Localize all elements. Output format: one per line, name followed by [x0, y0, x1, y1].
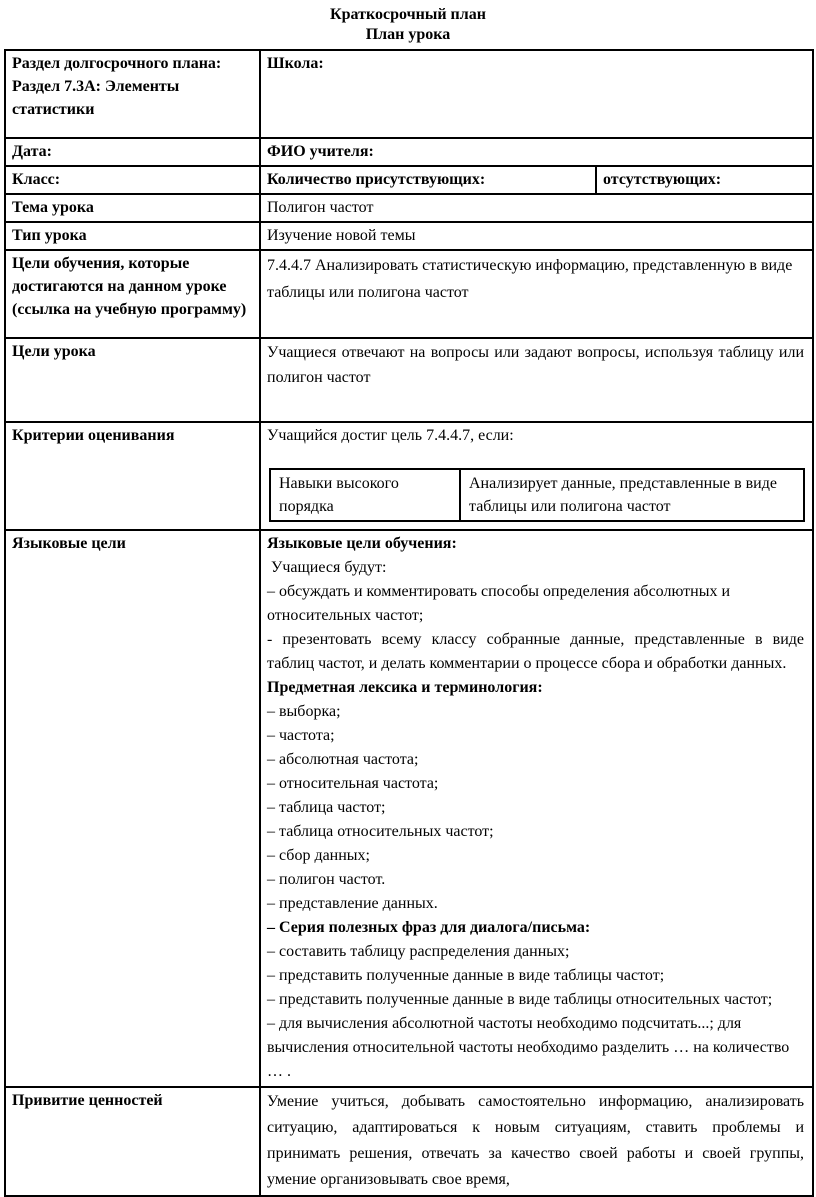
date-label-cell [5, 138, 260, 166]
language-line: – составить таблицу распределения данных; [267, 943, 570, 960]
absent-label: отсутствующих: [603, 171, 722, 188]
school-cell [260, 50, 813, 138]
row-assessment-criteria [5, 422, 813, 530]
goals-value-cell [260, 338, 813, 422]
objectives-value-cell [260, 250, 813, 338]
goals-label: Цели урока [12, 343, 96, 360]
section-plan-label: Раздел долгосрочного плана: [12, 55, 222, 72]
language-line: – обсуждать и комментировать способы определения абсолютных и относительных частот; [267, 583, 731, 624]
language-line: – представить полученные данные в виде таблицы частот; [267, 967, 665, 984]
language-label: Языковые цели [12, 535, 126, 552]
row-language-goals [5, 530, 813, 1087]
row-date [5, 138, 813, 166]
language-line: – таблица частот; [267, 799, 386, 816]
language-label-cell [5, 530, 260, 1087]
criteria-inner-table [269, 468, 805, 522]
values-label-cell [5, 1087, 260, 1196]
language-line: – представить полученные данные в виде таблицы относительных частот; [267, 991, 773, 1008]
values-value-cell [260, 1087, 813, 1196]
doc-title: Краткосрочный план [330, 6, 486, 23]
row-topic [5, 194, 813, 222]
language-value-cell [260, 530, 813, 1087]
criteria-skill-cell [270, 469, 460, 521]
language-line: – представление данных. [267, 895, 438, 912]
objectives-label-cell [5, 250, 260, 338]
school-label: Школа: [267, 55, 324, 72]
criteria-descriptor: Анализирует данные, представленные в виде таблицы или полигона частот [469, 475, 777, 515]
present-cell [260, 166, 596, 194]
lesson-plan-table [4, 49, 814, 1197]
objectives-label: Цели обучения, которые достигаются на данном уроке (ссылка на учебную программу) [12, 255, 247, 318]
row-lesson-type [5, 222, 813, 250]
document-header [0, 0, 816, 45]
language-line: Языковые цели обучения: [267, 535, 457, 552]
row-values [5, 1087, 813, 1196]
goals-label-cell [5, 338, 260, 422]
language-line: – частота; [267, 727, 335, 744]
class-label-cell [5, 166, 260, 194]
absent-cell [596, 166, 813, 194]
criteria-intro: Учащийся достиг цель 7.4.4.7, если: [267, 427, 514, 444]
lesson-type-label: Тип урока [12, 227, 87, 244]
values-value: Умение учиться, добывать самостоятельно информацию, анализировать ситуацию, адаптироваться к новым ситуациям, ставить проблемы и принимать решения, отвечать за качество своей работы и своей группы, умение организовывать свое время, [267, 1093, 805, 1188]
criteria-descriptor-cell [460, 469, 804, 521]
topic-label-cell [5, 194, 260, 222]
section-plan-value: Раздел 7.3А: Элементы статистики [12, 78, 180, 118]
language-line: – выборка; [267, 703, 341, 720]
language-line: – таблица относительных частот; [267, 823, 494, 840]
goals-value: Учащиеся отвечают на вопросы или задают вопросы, используя таблицу или полигон частот [267, 344, 805, 386]
objectives-value: 7.4.4.7 Анализировать статистическую информацию, представленную в виде таблицы или полигона частот [267, 257, 793, 301]
language-line: – абсолютная частота; [267, 751, 419, 768]
criteria-label: Критерии оценивания [12, 427, 175, 444]
language-line: Учащиеся будут: [271, 559, 387, 576]
language-line: – сбор данных; [267, 847, 370, 864]
present-label: Количество присутствующих: [267, 171, 486, 188]
lesson-type-label-cell [5, 222, 260, 250]
topic-value-cell [260, 194, 813, 222]
row-learning-objectives [5, 250, 813, 338]
language-line: – полигон частот. [267, 871, 386, 888]
lesson-type-value: Изучение новой темы [267, 227, 416, 244]
doc-subtitle: План урока [365, 26, 451, 43]
row-section [5, 50, 813, 138]
language-line: Предметная лексика и терминология: [267, 679, 543, 696]
date-label: Дата: [12, 143, 52, 160]
criteria-label-cell [5, 422, 260, 530]
language-line: – Серия полезных фраз для диалога/письма: [267, 919, 591, 936]
lesson-type-value-cell [260, 222, 813, 250]
topic-value: Полигон частот [267, 199, 374, 216]
section-label-cell [5, 50, 260, 138]
criteria-inner-row [270, 469, 804, 521]
criteria-skill: Навыки высокого порядка [279, 475, 399, 515]
language-line: - презентовать всему классу собранные данные, представленные в виде таблиц частот, и делать комментарии о процессе сбора и обработки данных. [267, 631, 805, 672]
language-line: – для вычисления абсолютной частоты необходимо подсчитать...; для вычисления относительной частоты необходимо разделить … на количество … . [267, 1015, 790, 1080]
teacher-cell [260, 138, 813, 166]
teacher-label: ФИО учителя: [267, 143, 374, 160]
criteria-value-cell [260, 422, 813, 530]
class-label: Класс: [12, 171, 61, 188]
topic-label: Тема урока [12, 199, 94, 216]
values-label: Привитие ценностей [12, 1092, 163, 1109]
row-lesson-goals [5, 338, 813, 422]
row-class [5, 166, 813, 194]
language-line: – относительная частота; [267, 775, 439, 792]
